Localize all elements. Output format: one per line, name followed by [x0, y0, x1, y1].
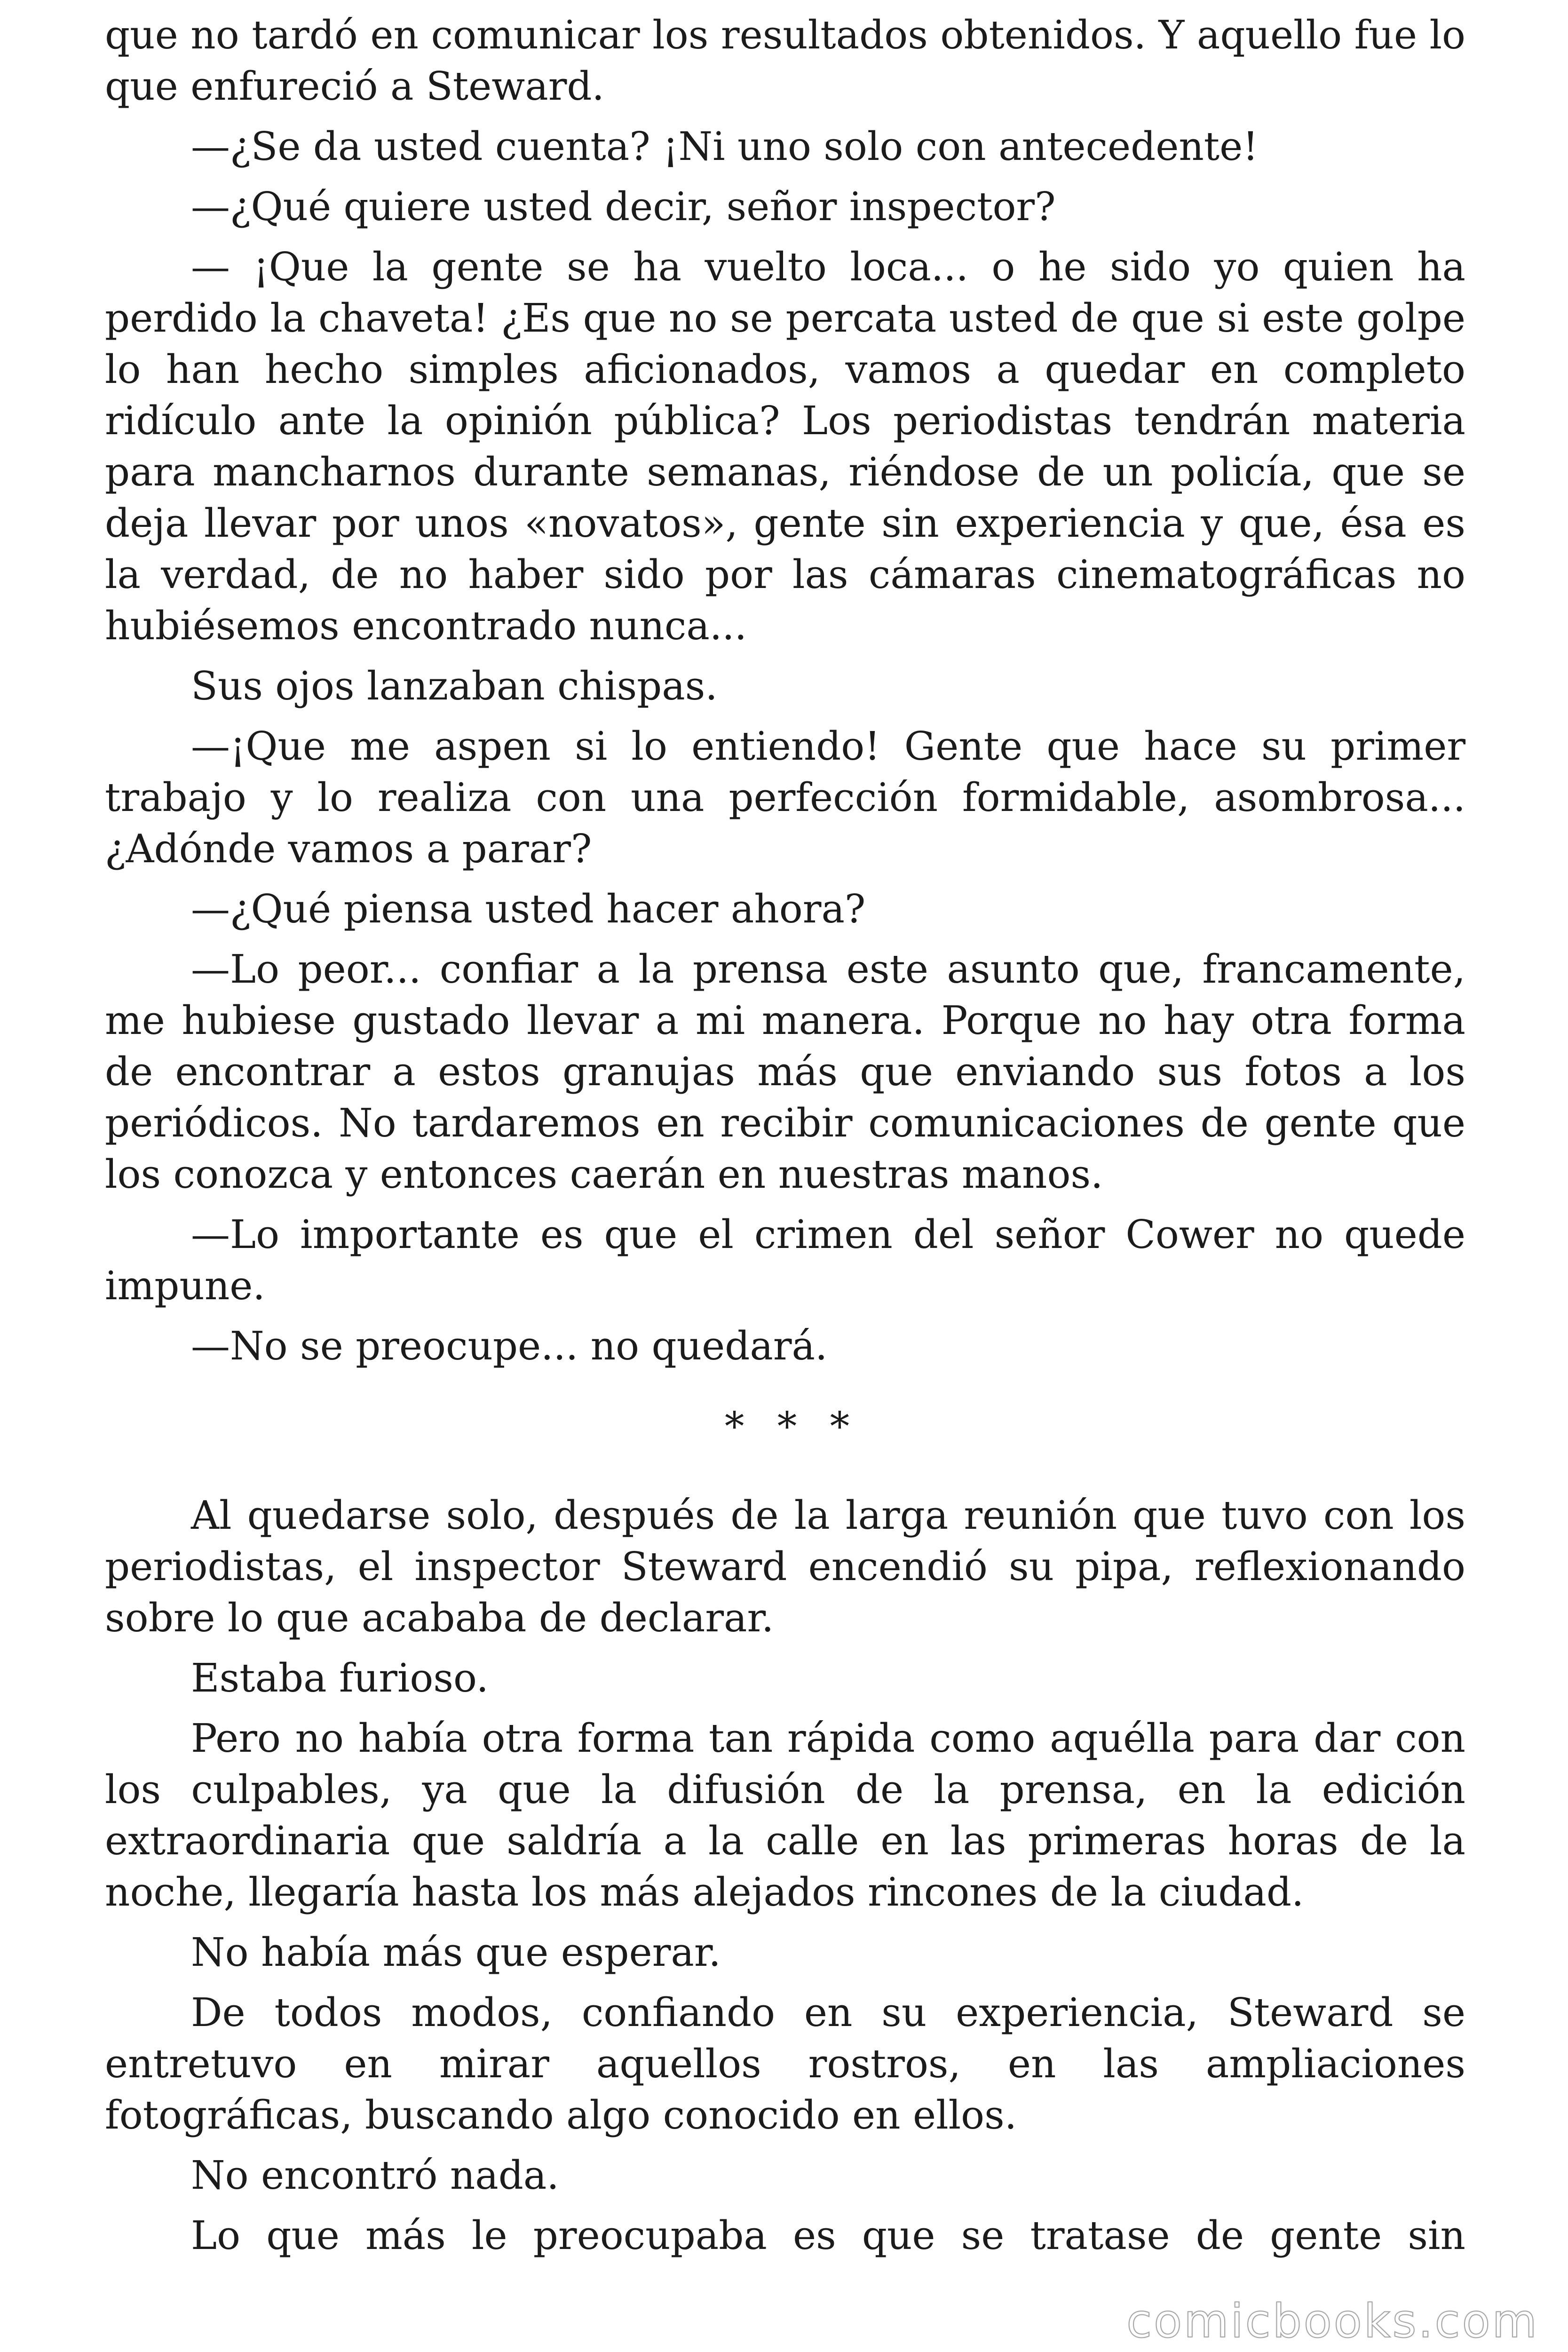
paragraph: que no tardó en comunicar los resultados obtenidos. Y aquello fue lo que enfureció a Steward.	[105, 12, 1465, 109]
paragraph: Lo que más le preocupaba es que se tratase de gente sin	[191, 2213, 1465, 2258]
page-text	[105, 9, 1465, 2261]
paragraph: — ¡Que la gente se ha vuelto loca... o he sido yo quien ha perdido la chaveta! ¿Es que no se percata usted de que si este golpe lo han hecho simples aficionados, vamos a quedar en completo ridículo ante la opinión pública? Los periodistas tendrán materia para mancharnos durante semanas, riéndose de un policía, que se deja llevar por unos «novatos», gente sin experiencia y que, ésa es la verdad, de no haber sido por las cámaras cinematográficas no hubiésemos encontrado nunca...	[105, 244, 1465, 649]
paragraph: Sus ojos lanzaban chispas.	[191, 663, 718, 709]
paragraph: Al quedarse solo, después de la larga reunión que tuvo con los periodistas, el inspector Steward encendió su pipa, reflexionando sobre lo que acababa de declarar.	[105, 1493, 1465, 1641]
paragraph: —¿Qué piensa usted hacer ahora?	[191, 886, 866, 932]
section-break: * * *	[724, 1404, 860, 1449]
paragraph: De todos modos, confiando en su experiencia, Steward se entretuvo en mirar aquellos rostros, en las ampliaciones fotográficas, buscando algo conocido en ellos.	[105, 1990, 1465, 2138]
paragraph: No encontró nada.	[191, 2153, 559, 2198]
paragraph: —No se preocupe... no quedará.	[191, 1323, 828, 1369]
paragraph: Pero no había otra forma tan rápida como aquélla para dar con los culpables, ya que la difusión de la prensa, en la edición extraordinaria que saldría a la calle en las primeras horas de la noche, llegaría hasta los más alejados rincones de la ciudad.	[105, 1716, 1465, 1915]
paragraph: No había más que esperar.	[191, 1930, 721, 1975]
paragraph: Estaba furioso.	[191, 1655, 489, 1701]
paragraph: —Lo importante es que el crimen del señor Cower no quede impune.	[105, 1212, 1465, 1309]
paragraph: —Lo peor... confiar a la prensa este asunto que, francamente, me hubiese gustado llevar a mi manera. Porque no hay otra forma de encontrar a estos granujas más que enviando sus fotos a los periódicos. No tardaremos en recibir comunicaciones de gente que los conozca y entonces caerán en nuestras manos.	[105, 946, 1465, 1197]
paragraph: —¡Que me aspen si lo entiendo! Gente que hace su primer trabajo y lo realiza con una perfección formidable, asombrosa... ¿Adónde vamos a parar?	[105, 723, 1465, 872]
watermark: comicbooks.com	[1126, 2295, 1539, 2348]
paragraph: —¿Se da usted cuenta? ¡Ni uno solo con antecedente!	[191, 124, 1259, 169]
paragraph: —¿Qué quiere usted decir, señor inspector?	[191, 184, 1056, 230]
